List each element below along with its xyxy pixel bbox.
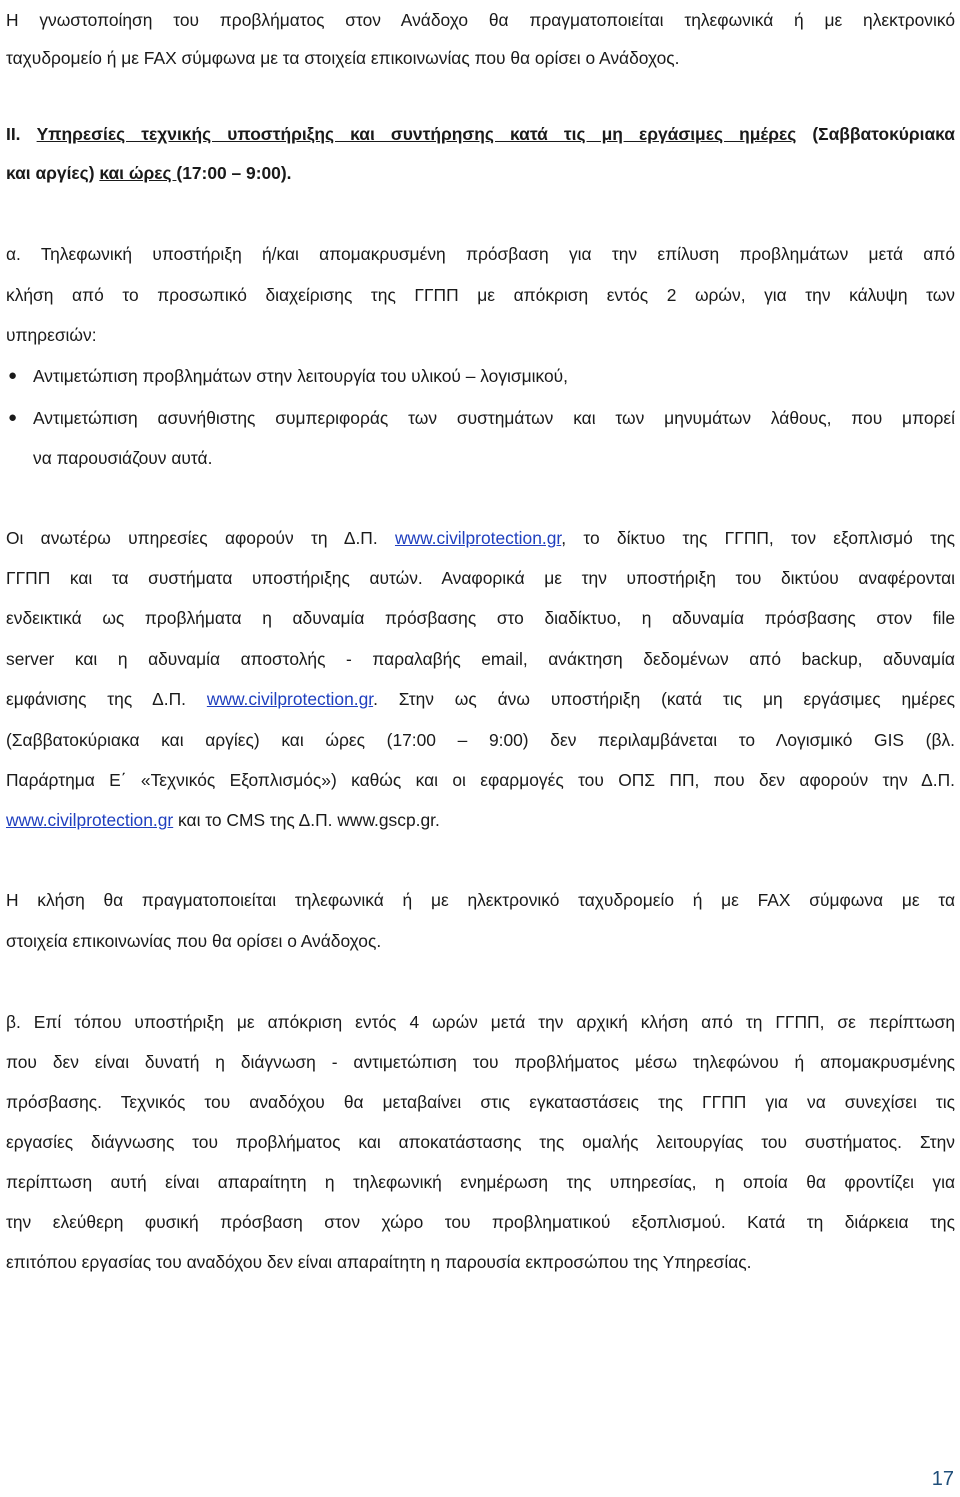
text-span: Οι ανωτέρω υπηρεσίες αφορούν τη Δ.Π. <box>6 528 395 548</box>
para-b-line-2: που δεν είναι δυνατή η διάγνωση - αντιμετώπιση του προβλήματος μέσω τηλεφώνου ή απομακρυσμένης <box>6 1052 955 1072</box>
bullet-icon: ● <box>8 409 18 426</box>
bullet-item-2-line-1: Αντιμετώπιση ασυνήθιστης συμπεριφοράς των συστημάτων και των μηνυμάτων λάθους, που μπορεί <box>33 408 955 428</box>
para-b-line-5: περίπτωση αυτή είναι απαραίτητη η τηλεφωνική ενημέρωση της υπηρεσίας, η οποία θα φροντίζει για <box>6 1172 955 1192</box>
services-line-8 <box>6 808 955 832</box>
services-line-1 <box>6 526 955 550</box>
para-b-line-1: β. Επί τόπου υποστήριξη με απόκριση εντός 4 ωρών μετά την αρχική κλήση από τη ΓΓΠΠ, σε περίπτωση <box>6 1012 955 1032</box>
call-line-1: Η κλήση θα πραγματοποιείται τηλεφωνικά ή με ηλεκτρονικό ταχυδρομείο ή με FAX σύμφωνα με τα <box>6 890 955 910</box>
services-line-7: Παράρτημα Ε΄ «Τεχνικός Εξοπλισμός») καθώς και οι εφαρμογές του ΟΠΣ ΠΠ, που δεν αφορούν την Δ.Π. <box>6 770 955 790</box>
intro-line-1: Η γνωστοποίηση του προβλήματος στον Ανάδοχο θα πραγματοποιείται τηλεφωνικά ή με ηλεκτρονικό <box>6 10 955 30</box>
para-a-line-3: υπηρεσιών: <box>6 325 97 345</box>
heading-title-part: (17:00 <box>176 163 232 183</box>
para-b-line-6: την ελεύθερη φυσική πρόσβαση στον χώρο του προβληματικού εξοπλισμού. Κατά τη διάρκεια της <box>6 1212 955 1232</box>
services-line-5 <box>6 687 955 711</box>
heading-title-part: Υπηρεσίες τεχνικής υποστήριξης και συντήρησης κατά τις μη εργάσιμες ημέρες <box>36 124 797 144</box>
heading-title-part: και αργίες) <box>6 163 100 183</box>
para-b-line-4: εργασίες διάγνωσης του προβλήματος και αποκατάστασης της ομαλής λειτουργίας του συστήματος. Στην <box>6 1132 955 1152</box>
section-heading-ii-line-2 <box>6 161 955 185</box>
page-number: 17 <box>931 1468 954 1490</box>
heading-number: II. <box>6 124 21 144</box>
call-line-2: στοιχεία επικοινωνίας που θα ορίσει ο Ανάδοχος. <box>6 931 382 951</box>
bullet-item-2-line-2: να παρουσιάζουν αυτά. <box>33 448 213 468</box>
services-line-3: ενδεικτικά ως προβλήματα η αδυναμία πρόσβασης στο διαδίκτυο, η αδυναμία πρόσβασης στον file <box>6 608 955 628</box>
intro-line-2: ταχυδρομείο ή με FAX σύμφωνα με τα στοιχεία επικοινωνίας που θα ορίσει ο Ανάδοχος. <box>6 48 680 68</box>
civilprotection-link[interactable]: www.civilprotection.gr <box>206 689 374 709</box>
para-a-line-1: α. Τηλεφωνική υποστήριξη ή/και απομακρυσμένη πρόσβαση για την επίλυση προβλημάτων μετά από <box>6 244 955 264</box>
bullet-item-1: Αντιμετώπιση προβλημάτων στην λειτουργία του υλικού – λογισμικού, <box>33 366 569 386</box>
text-span: και το CMS της Δ.Π. www.gscp.gr. <box>173 810 440 830</box>
heading-title-part: 9:00). <box>241 163 292 183</box>
heading-title-part: – <box>231 163 242 183</box>
services-line-6: (Σαββατοκύριακα και αργίες) και ώρες (17:00 – 9:00) δεν περιλαμβάνεται το Λογισμικό GIS (βλ. <box>6 730 955 750</box>
text-span: , το δίκτυο της ΓΓΠΠ, τον εξοπλισμό της <box>561 528 955 548</box>
services-line-4: server και η αδυναμία αποστολής - παραλαβής email, ανάκτηση δεδομένων από backup, αδυναμία <box>6 649 955 669</box>
text-span: εμφάνισης της Δ.Π. <box>6 689 207 709</box>
text-span: . Στην ως άνω υποστήριξη (κατά τις μη εργάσιμες ημέρες <box>373 689 955 709</box>
services-line-2: ΓΓΠΠ και τα συστήματα υποστήριξης αυτών. Αναφορικά με την υποστήριξη του δικτύου αναφέρονται <box>6 568 955 588</box>
civilprotection-link[interactable]: www.civilprotection.gr <box>6 810 174 830</box>
para-a-line-2: κλήση από το προσωπικό διαχείρισης της ΓΓΠΠ με απόκριση εντός 2 ωρών, για την κάλυψη των <box>6 285 955 305</box>
para-b-line-3: πρόσβασης. Τεχνικός του αναδόχου θα μεταβαίνει στις εγκαταστάσεις της ΓΓΠΠ για να συνεχίσει τις <box>6 1092 955 1112</box>
heading-title-part: και ώρες <box>99 163 177 183</box>
bullet-icon: ● <box>8 367 18 384</box>
civilprotection-link[interactable]: www.civilprotection.gr <box>394 528 562 548</box>
heading-title-part: (Σαββατοκύριακα <box>796 124 955 144</box>
para-b-line-7: επιτόπου εργασίας του αναδόχου δεν είναι απαραίτητη η παρουσία εκπροσώπου της Υπηρεσίας. <box>6 1252 752 1272</box>
section-heading-ii <box>6 122 955 146</box>
